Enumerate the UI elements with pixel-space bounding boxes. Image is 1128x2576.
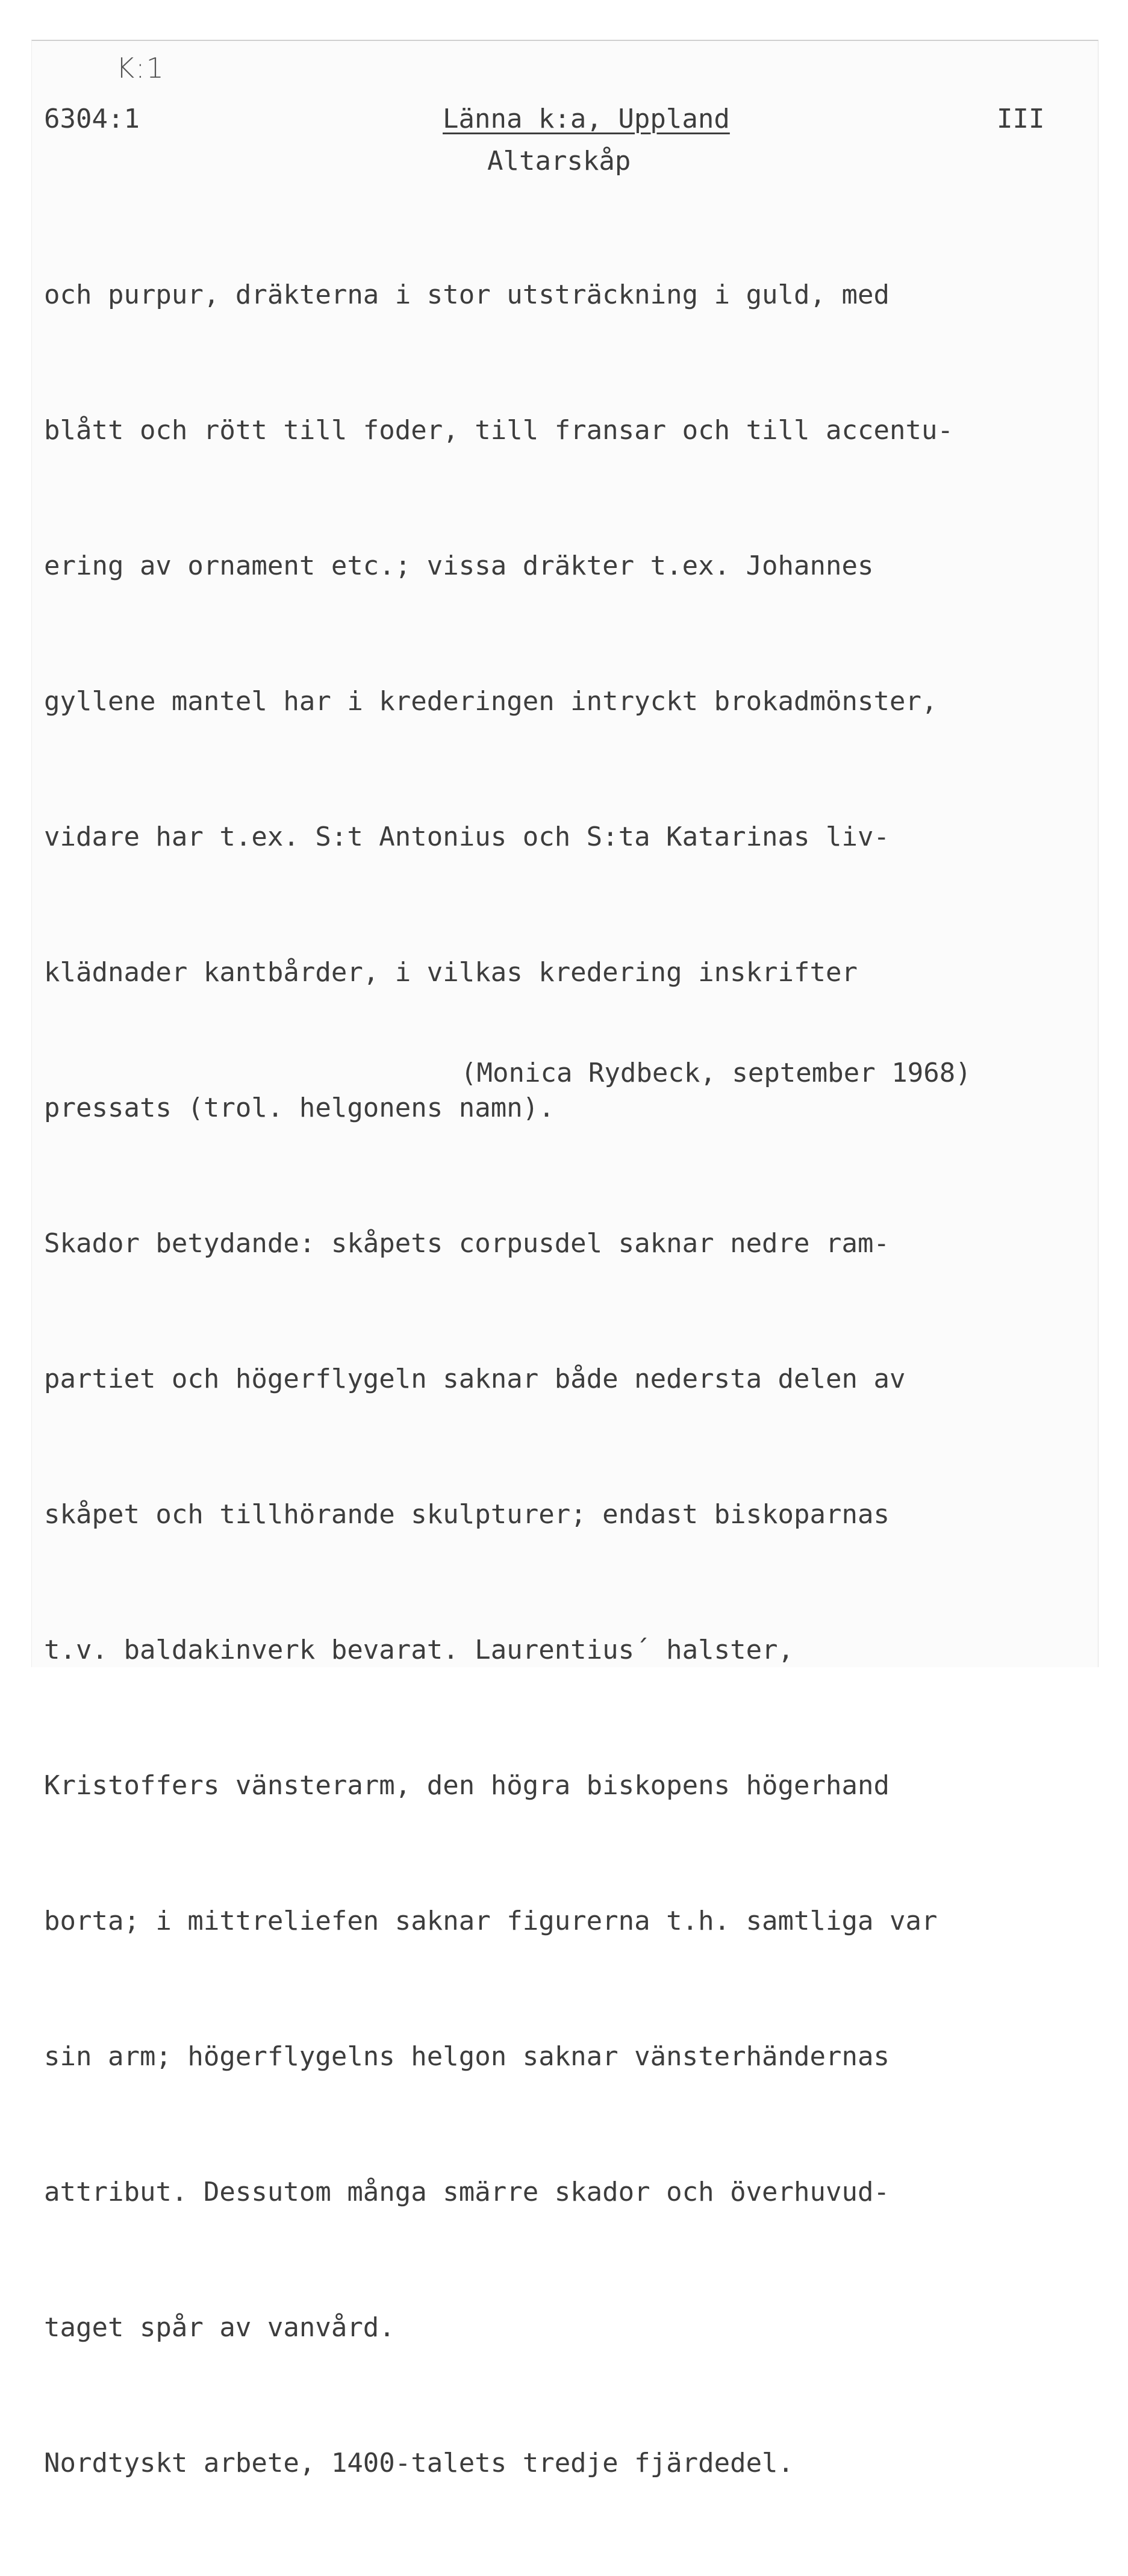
text-line: gyllene mantel har i krederingen intryckt brokadmönster, xyxy=(44,686,938,717)
place-title: Länna k:a, Uppland xyxy=(443,104,730,134)
text-line: vidare har t.ex. S:t Antonius och S:ta Katarinas liv- xyxy=(44,822,890,852)
text-line: taget spår av vanvård. xyxy=(44,2312,395,2343)
part-number: III xyxy=(997,104,1045,134)
text-line: sin arm; högerflygelns helgon saknar vänsterhändernas xyxy=(44,2041,890,2072)
text-line: Skador betydande: skåpets corpusdel saknar nedre ram- xyxy=(44,1228,890,1259)
text-line: blått och rött till foder, till fransar och till accentu- xyxy=(44,415,953,446)
text-line: skåpet och tillhörande skulpturer; endast biskoparnas xyxy=(44,1499,890,1530)
text-line: och purpur, dräkterna i stor utsträckning i guld, med xyxy=(44,279,890,310)
index-card xyxy=(31,40,1098,2478)
text-line: partiet och högerflygeln saknar både nedersta delen av xyxy=(44,1364,906,1394)
text-line: t.v. baldakinverk bevarat. Laurentius´ halster, xyxy=(44,1635,794,1665)
text-line: ering av ornament etc.; vissa dräkter t.ex. Johannes xyxy=(44,550,874,581)
text-line: Kristoffers vänsterarm, den högra biskopens högerhand xyxy=(44,1770,890,1801)
text-line: klädnader kantbårder, i vilkas kredering inskrifter xyxy=(44,957,858,988)
object-heading: Altarskåp xyxy=(487,146,631,176)
card-number: 6304:1 xyxy=(44,104,140,134)
author-signature: (Monica Rydbeck, september 1968) xyxy=(461,1058,971,1088)
handwritten-mark: K:1 xyxy=(116,52,165,84)
text-line: attribut. Dessutom många smärre skador och överhuvud- xyxy=(44,2177,890,2207)
text-line: pressats (trol. helgonens namn). xyxy=(44,1093,555,1123)
text-line: Nordtyskt arbete, 1400-talets tredje fjärdedel. xyxy=(44,2448,794,2478)
text-line: borta; i mittreliefen saknar figurerna t.h. samtliga var xyxy=(44,1906,938,1936)
description-text xyxy=(44,182,953,2576)
